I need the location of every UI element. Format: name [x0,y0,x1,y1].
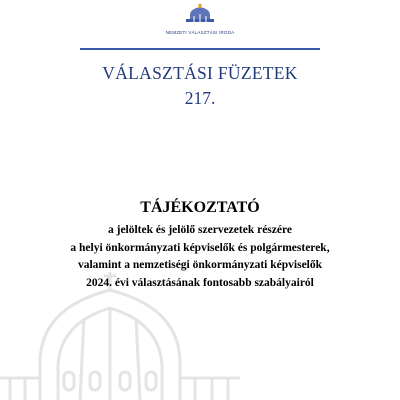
subtitle-line: a jelöltek és jelölő szervezetek részére [107,224,292,236]
subtitle-line: a helyi önkormányzati képviselők és polgármesterek, [70,241,330,254]
coat-of-arms-icon [182,4,218,24]
office-name: NEMZETI VÁLASZTÁSI IRODA [165,30,235,35]
document-title: TÁJÉKOZTATÓ [140,199,260,216]
subtitle-line: 2024. évi választásának fontosabb szabályairól [86,276,314,289]
document-subtitle [0,222,400,292]
subtitle-line: valamint a nemzetiségi önkormányzati képviselők [77,259,323,271]
series-number: 217. [184,88,216,108]
header-divider [80,48,320,50]
series-title: VÁLASZTÁSI FÜZETEK [102,63,298,83]
